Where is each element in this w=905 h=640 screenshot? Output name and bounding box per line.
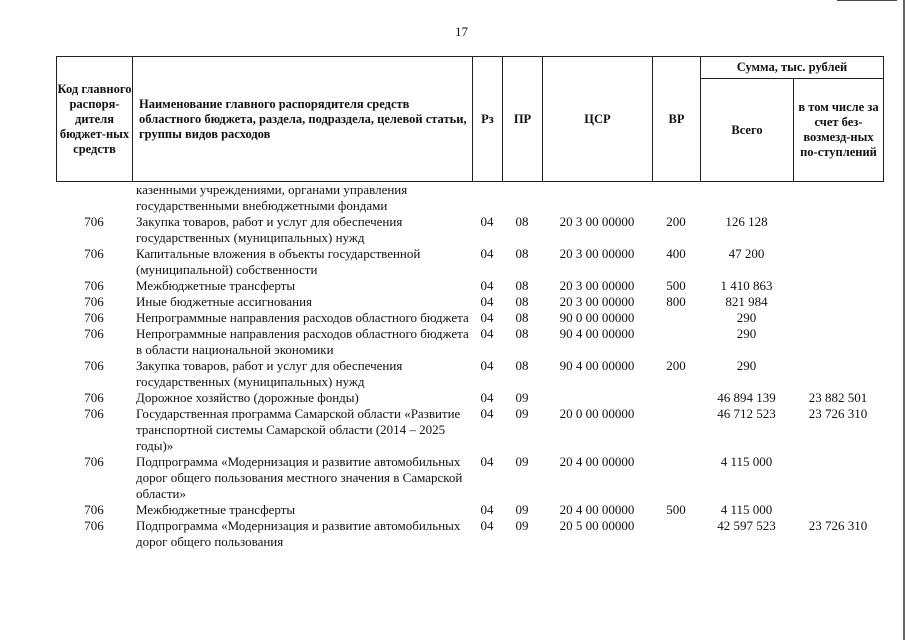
cell-rz: 04 xyxy=(480,246,494,261)
cell-pr: 08 xyxy=(515,310,529,325)
cell-name: Иные бюджетные ассигнования xyxy=(136,294,313,309)
cell-vr xyxy=(652,454,700,502)
cell-csr: 90 0 00 00000 xyxy=(559,310,635,325)
header-pr: ПР xyxy=(503,57,543,182)
cell-pr: 08 xyxy=(515,246,529,261)
cell-vr xyxy=(652,310,700,326)
header-incl: в том числе за счет без-возмезд-ных по-ступлений xyxy=(794,79,884,182)
cell-code: 706 xyxy=(84,390,104,405)
cell-vr: 500 xyxy=(666,278,686,293)
cell-total: 290 xyxy=(736,326,757,341)
cell-incl xyxy=(793,278,883,294)
cell-pr: 08 xyxy=(515,326,529,341)
cell-vr xyxy=(652,326,700,358)
cell-incl xyxy=(793,454,883,502)
cell-code: 706 xyxy=(84,326,104,341)
cell-incl xyxy=(793,246,883,278)
cell-rz xyxy=(472,182,502,214)
cell-rz: 04 xyxy=(480,294,494,309)
table-row xyxy=(56,502,883,518)
header-total: Всего xyxy=(701,79,794,182)
table-row xyxy=(56,358,883,390)
table-header xyxy=(56,56,884,182)
cell-pr: 08 xyxy=(515,294,529,309)
table-row xyxy=(56,214,883,246)
cell-csr: 20 4 00 00000 xyxy=(559,454,635,469)
cell-incl: 23 726 310 xyxy=(808,406,868,421)
cell-csr: 20 3 00 00000 xyxy=(559,278,635,293)
cell-name: Межбюджетные трансферты xyxy=(136,278,296,293)
cell-incl xyxy=(793,358,883,390)
cell-total: 4 115 000 xyxy=(720,454,773,469)
cell-total: 821 984 xyxy=(725,294,768,309)
cell-incl xyxy=(793,182,883,214)
cell-pr: 08 xyxy=(515,214,529,229)
cell-incl xyxy=(793,294,883,310)
cell-pr xyxy=(502,182,542,214)
header-rz: Рз xyxy=(473,57,503,182)
cell-incl xyxy=(793,326,883,358)
table-row xyxy=(56,294,883,310)
table-row xyxy=(56,390,883,406)
cell-incl xyxy=(793,502,883,518)
cell-name: Подпрограмма «Модернизация и развитие автомобильных дорог общего пользования xyxy=(136,518,461,549)
table-row xyxy=(56,246,883,278)
cell-code: 706 xyxy=(84,406,104,421)
cell-code: 706 xyxy=(84,214,104,229)
cell-incl: 23 726 310 xyxy=(808,518,868,533)
cell-rz: 04 xyxy=(480,358,494,373)
cell-name: Межбюджетные трансферты xyxy=(136,502,296,517)
cell-csr: 90 4 00 00000 xyxy=(559,358,635,373)
cell-name: Закупка товаров, работ и услуг для обеспечения государственных (муниципальных) нужд xyxy=(136,214,403,245)
cell-total: 126 128 xyxy=(725,214,768,229)
top-edge-line xyxy=(837,0,897,1)
table-row xyxy=(56,278,883,294)
cell-csr: 20 4 00 00000 xyxy=(559,502,635,517)
cell-total: 46 894 139 xyxy=(717,390,776,405)
cell-code: 706 xyxy=(84,278,104,293)
cell-vr xyxy=(652,406,700,454)
cell-code: 706 xyxy=(84,454,104,469)
cell-vr: 800 xyxy=(666,294,686,309)
cell-csr: 20 3 00 00000 xyxy=(559,294,635,309)
cell-vr: 200 xyxy=(666,358,686,373)
cell-code xyxy=(56,182,132,214)
table-body xyxy=(56,182,883,550)
table-row xyxy=(56,326,883,358)
cell-csr xyxy=(542,182,652,214)
header-sum-group: Сумма, тыс. рублей xyxy=(701,57,884,79)
cell-total: 1 410 863 xyxy=(720,278,773,293)
cell-rz: 04 xyxy=(480,278,494,293)
cell-rz: 04 xyxy=(480,406,494,421)
cell-pr: 09 xyxy=(515,502,529,517)
cell-vr: 500 xyxy=(666,502,686,517)
cell-name: Капитальные вложения в объекты государственной (муниципальной) собственности xyxy=(136,246,421,277)
cell-total: 290 xyxy=(736,358,757,373)
cell-pr: 09 xyxy=(515,390,529,405)
table-row xyxy=(56,182,883,214)
cell-total: 290 xyxy=(736,310,757,325)
cell-incl xyxy=(793,214,883,246)
table-row xyxy=(56,518,883,550)
cell-name: Государственная программа Самарской области «Развитие транспортной системы Самарской области (2014 – 2025 годы)» xyxy=(136,406,461,453)
cell-code: 706 xyxy=(84,518,104,533)
cell-vr xyxy=(652,182,700,214)
header-vr: ВР xyxy=(653,57,701,182)
table-row xyxy=(56,454,883,502)
cell-name: Непрограммные направления расходов областного бюджета в области национальной экономики xyxy=(136,326,469,357)
cell-name: Дорожное хозяйство (дорожные фонды) xyxy=(136,390,359,405)
cell-name: Подпрограмма «Модернизация и развитие автомобильных дорог общего пользования местного значения в Самарской области» xyxy=(136,454,463,501)
header-csr: ЦСР xyxy=(543,57,653,182)
cell-csr: 20 5 00 00000 xyxy=(559,518,635,533)
cell-code: 706 xyxy=(84,310,104,325)
cell-rz: 04 xyxy=(480,326,494,341)
cell-csr: 90 4 00 00000 xyxy=(559,326,635,341)
cell-incl: 23 882 501 xyxy=(808,390,868,405)
cell-csr xyxy=(542,390,652,406)
cell-code: 706 xyxy=(84,358,104,373)
cell-total: 47 200 xyxy=(728,246,765,261)
cell-name: казенными учреждениями, органами управления государственными внебюджетными фондами xyxy=(136,182,408,213)
cell-total: 4 115 000 xyxy=(720,502,773,517)
cell-pr: 09 xyxy=(515,518,529,533)
cell-total: 46 712 523 xyxy=(717,406,776,421)
cell-incl xyxy=(793,310,883,326)
cell-rz: 04 xyxy=(480,390,494,405)
cell-code: 706 xyxy=(84,246,104,261)
cell-pr: 08 xyxy=(515,358,529,373)
cell-total xyxy=(700,182,793,214)
cell-vr xyxy=(652,518,700,550)
cell-vr: 200 xyxy=(666,214,686,229)
cell-pr: 09 xyxy=(515,406,529,421)
cell-rz: 04 xyxy=(480,310,494,325)
table-row xyxy=(56,310,883,326)
cell-rz: 04 xyxy=(480,518,494,533)
cell-name: Закупка товаров, работ и услуг для обеспечения государственных (муниципальных) нужд xyxy=(136,358,403,389)
cell-code: 706 xyxy=(84,294,104,309)
cell-total: 42 597 523 xyxy=(717,518,776,533)
cell-rz: 04 xyxy=(480,454,494,469)
cell-csr: 20 3 00 00000 xyxy=(559,214,635,229)
cell-code: 706 xyxy=(84,502,104,517)
cell-vr xyxy=(652,390,700,406)
table-row xyxy=(56,406,883,454)
cell-csr: 20 0 00 00000 xyxy=(559,406,635,421)
cell-rz: 04 xyxy=(480,502,494,517)
cell-pr: 08 xyxy=(515,278,529,293)
cell-pr: 09 xyxy=(515,454,529,469)
cell-csr: 20 3 00 00000 xyxy=(559,246,635,261)
page-number: 17 xyxy=(455,24,468,39)
header-code: Код главного распоря-дителя бюджет-ных средств xyxy=(57,57,133,182)
header-name: Наименование главного распорядителя средств областного бюджета, раздела, подраздела, целевой статьи, группы видов расходов xyxy=(133,57,473,182)
cell-vr: 400 xyxy=(666,246,686,261)
cell-rz: 04 xyxy=(480,214,494,229)
cell-name: Непрограммные направления расходов областного бюджета xyxy=(136,310,469,325)
